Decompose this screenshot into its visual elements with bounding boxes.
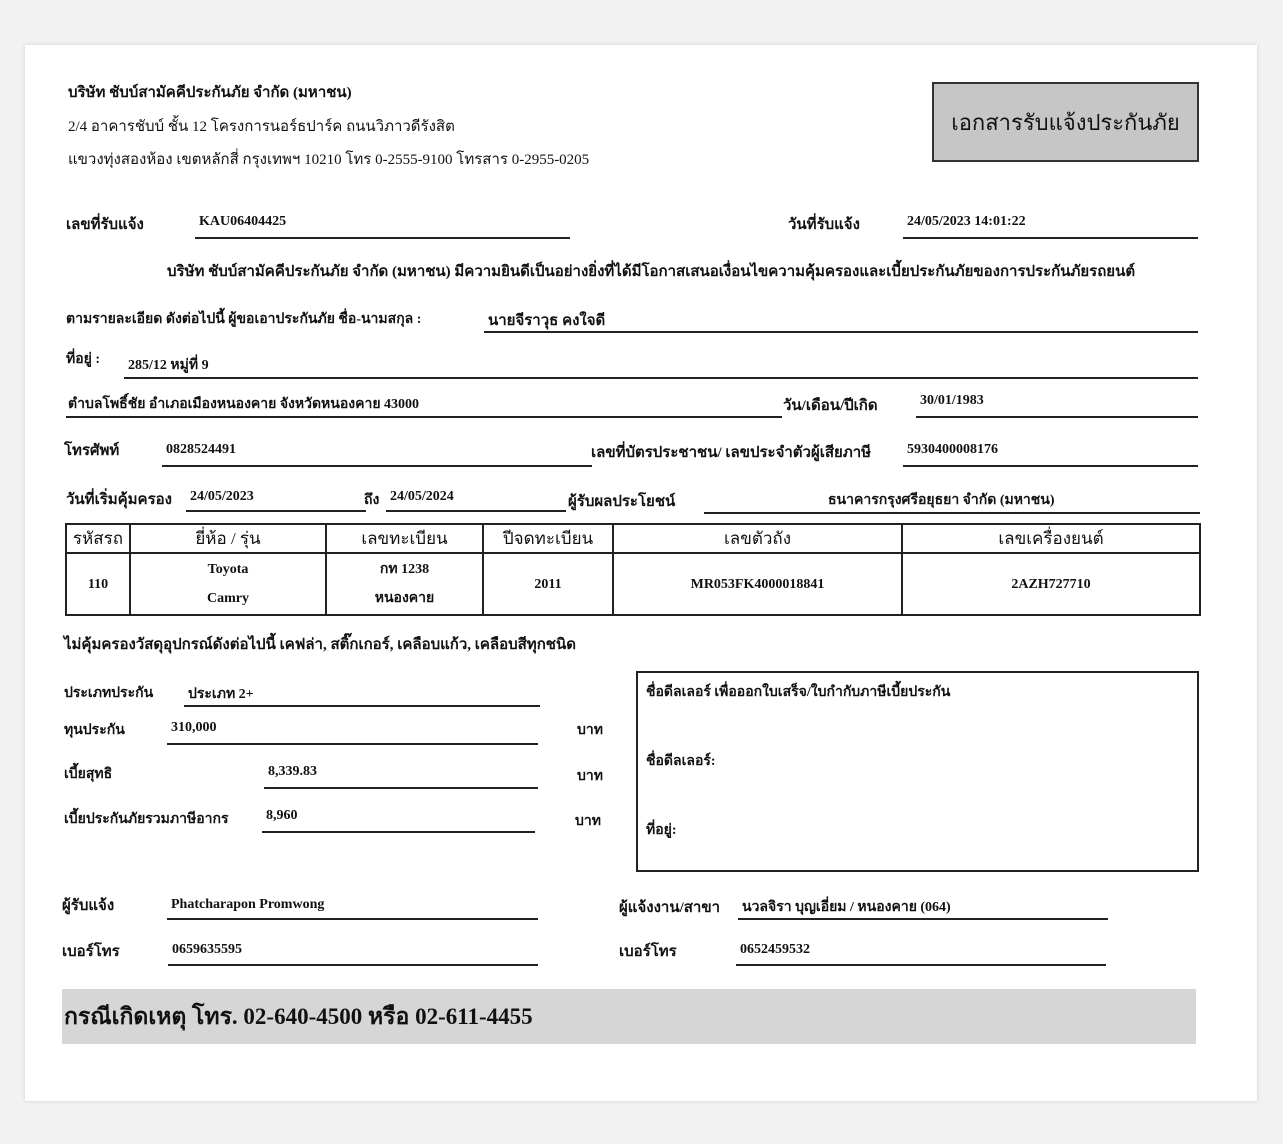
vehicle-year: 2011 — [483, 553, 613, 615]
table-row — [66, 553, 1200, 615]
notice-date-label: วันที่รับแจ้ง — [788, 217, 860, 233]
dealer-title: ชื่อดีลเลอร์ เพื่อออกใบเสร็จ/ใบกำกับภาษีเบี้ยประกัน — [646, 685, 951, 700]
notice-number: KAU06404425 — [199, 214, 287, 229]
exclusion-text: ไม่คุ้มครองวัสดุอุปกรณ์ดังต่อไปนี้ เคฟล่า, สติ๊กเกอร์, เคลือบแก้ว, เคลือบสีทุกชนิด — [64, 637, 576, 653]
receiver-name: Phatcharapon Promwong — [171, 897, 325, 912]
beneficiary-label: ผู้รับผลประโยชน์ — [568, 494, 676, 510]
company-address-1: 2/4 อาคารชับบ์ ชั้น 12 โครงการนอร์ธปาร์ค ถนนวิภาวดีรังสิต — [68, 119, 455, 135]
col-plate: เลขทะเบียน — [326, 524, 483, 553]
intro-text: บริษัท ชับบ์สามัคคีประกันภัย จำกัด (มหาชน) มีความยินดีเป็นอย่างยิ่งที่ได้มีโอกาสเสนอเงื่อนไขความคุ้มครองและเบี้ยประกันภัยของการประกันภัยรถยนต์ — [167, 264, 1136, 280]
vehicle-chassis: MR053FK4000018841 — [613, 553, 902, 615]
dealer-address-label: ที่อยู่: — [646, 823, 677, 838]
beneficiary: ธนาคารกรุงศรีอยุธยา จำกัด (มหาชน) — [828, 493, 1055, 508]
address-label: ที่อยู่ : — [66, 352, 101, 367]
net-unit: บาท — [577, 769, 603, 784]
vehicle-brand-model — [130, 553, 326, 615]
col-brand: ยี่ห้อ / รุ่น — [130, 524, 326, 553]
phone: 0828524491 — [166, 442, 236, 457]
receiver-phone-label: เบอร์โทร — [62, 944, 120, 960]
id-number: 5930400008176 — [907, 442, 998, 457]
address-line-2: ตำบลโพธิ์ชัย อำเภอเมืองหนองคาย จังหวัดหนองคาย 43000 — [68, 397, 420, 412]
net-premium: 8,339.83 — [268, 764, 317, 779]
coverage-end: 24/05/2024 — [390, 489, 454, 504]
company-address-2: แขวงทุ่งสองห้อง เขตหลักสี่ กรุงเทพฯ 10210 โทร 0-2555-9100 โทรสาร 0-2955-0205 — [68, 152, 590, 168]
vehicle-plate — [326, 553, 483, 615]
id-label: เลขที่บัตรประชาชน/ เลขประจำตัวผู้เสียภาษี — [591, 445, 872, 461]
company-name: บริษัท ชับบ์สามัคคีประกันภัย จำกัด (มหาชน) — [68, 85, 352, 101]
notice-label: เลขที่รับแจ้ง — [66, 217, 144, 233]
reporter-phone: 0652459532 — [740, 942, 810, 957]
sum-insured-label: ทุนประกัน — [64, 723, 125, 738]
insured-name-label: ตามรายละเอียด ดังต่อไปนี้ ผู้ขอเอาประกันภัย ชื่อ-นามสกุล : — [66, 312, 422, 327]
col-year: ปีจดทะเบียน — [483, 524, 613, 553]
phone-label: โทรศัพท์ — [64, 443, 120, 459]
receiver-phone: 0659635595 — [172, 942, 242, 957]
plate-province: หนองคาย — [374, 591, 435, 606]
vehicle-table — [65, 523, 1201, 616]
total-premium: 8,960 — [266, 808, 298, 823]
sum-insured: 310,000 — [171, 720, 217, 735]
col-engine: เลขเครื่องยนต์ — [902, 524, 1200, 553]
col-code: รหัสรถ — [66, 524, 130, 553]
vehicle-brand: Toyota — [207, 562, 249, 577]
insured-name: นายจีราวุธ คงใจดี — [488, 313, 606, 329]
net-premium-label: เบี้ยสุทธิ — [64, 767, 113, 782]
col-chassis: เลขตัวถัง — [613, 524, 902, 553]
vehicle-code: 110 — [66, 553, 130, 615]
total-unit: บาท — [575, 814, 601, 829]
dealer-name-label: ชื่อดีลเลอร์: — [646, 754, 716, 769]
plate-number: กท 1238 — [379, 562, 430, 577]
coverage-start: 24/05/2023 — [190, 489, 254, 504]
insurance-type-label: ประเภทประกัน — [64, 686, 154, 701]
dob-label: วัน/เดือน/ปีเกิด — [783, 398, 878, 414]
vehicle-engine: 2AZH727710 — [902, 553, 1200, 615]
dob: 30/01/1983 — [920, 393, 984, 408]
total-premium-label: เบี้ยประกันภัยรวมภาษีอากร — [64, 812, 229, 827]
reporter-phone-label: เบอร์โทร — [619, 944, 677, 960]
notice-date: 24/05/2023 14:01:22 — [907, 214, 1026, 229]
emergency-contact-banner: กรณีเกิดเหตุ โทร. 02-640-4500 หรือ 02-611-4455 — [62, 989, 1196, 1044]
coverage-to-label: ถึง — [364, 493, 380, 508]
vehicle-model: Camry — [207, 591, 249, 606]
coverage-start-label: วันที่เริ่มคุ้มครอง — [66, 492, 172, 508]
document-title: เอกสารรับแจ้งประกันภัย — [932, 82, 1199, 162]
insurance-type: ประเภท 2+ — [188, 687, 254, 702]
reporter-name: นวลจิรา บุญเอี่ยม / หนองคาย (064) — [742, 900, 951, 915]
sum-unit: บาท — [577, 723, 603, 738]
address-line-1: 285/12 หมู่ที่ 9 — [128, 358, 209, 373]
receiver-label: ผู้รับแจ้ง — [62, 898, 115, 914]
reporter-label: ผู้แจ้งงาน/สาขา — [619, 900, 720, 916]
